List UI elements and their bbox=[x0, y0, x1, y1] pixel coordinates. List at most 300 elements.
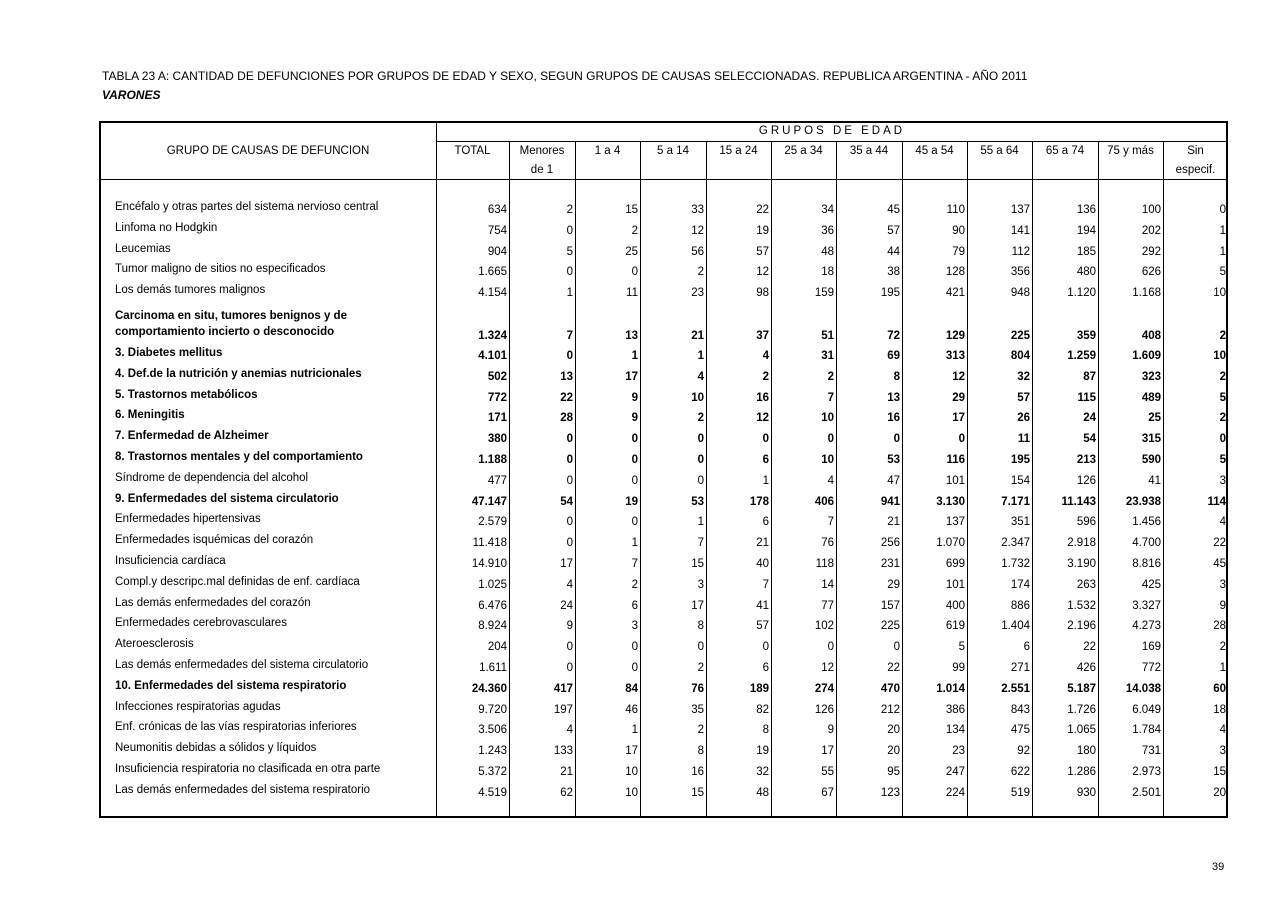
table-cell: 5 bbox=[1219, 266, 1226, 279]
table-cell: 79 bbox=[952, 245, 965, 258]
table-cell: 0 bbox=[827, 433, 834, 446]
table-cell: 67 bbox=[821, 786, 834, 799]
table-cell: 57 bbox=[1017, 391, 1030, 404]
column-header: 5 a 14 bbox=[657, 145, 689, 157]
cause-label: 4. Def.de la nutrición y anemias nutricionales bbox=[115, 367, 362, 380]
cause-label: Los demás tumores malignos bbox=[115, 284, 266, 297]
table-cell: 2 bbox=[697, 662, 704, 674]
cause-label: Carcinoma en situ, tumores benignos y de bbox=[115, 310, 347, 322]
table-cell: 2 bbox=[631, 578, 638, 591]
table-cell: 4 bbox=[566, 578, 573, 591]
table-cell: 116 bbox=[946, 454, 965, 466]
table-cell: 3 bbox=[697, 578, 704, 591]
table-cell: 6.476 bbox=[478, 599, 507, 612]
table-subtitle: VARONES bbox=[102, 88, 161, 102]
table-cell: 13 bbox=[625, 330, 638, 342]
table-cell: 35 bbox=[691, 703, 704, 716]
table-cell: 0 bbox=[762, 433, 769, 446]
table-cell: 1 bbox=[1219, 245, 1226, 258]
table-cell: 2.551 bbox=[1001, 682, 1030, 695]
table-cell: 263 bbox=[1076, 578, 1096, 591]
table-cell: 2 bbox=[1219, 330, 1226, 342]
table-cell: 1.732 bbox=[1001, 558, 1030, 570]
table-cell: 386 bbox=[945, 703, 965, 716]
age-groups-header: GRUPOS DE EDAD bbox=[758, 125, 906, 137]
table-cell: 17 bbox=[821, 745, 834, 758]
table-cell: 2.196 bbox=[1067, 620, 1096, 633]
table-cell: 195 bbox=[1010, 454, 1030, 466]
table-cell: 7 bbox=[827, 391, 834, 404]
cause-label: 9. Enfermedades del sistema circulatorio bbox=[115, 492, 339, 505]
table-cell: 51 bbox=[821, 330, 834, 342]
table-cell: 8 bbox=[697, 745, 704, 758]
table-cell: 5 bbox=[958, 641, 965, 654]
table-cell: 699 bbox=[945, 558, 965, 570]
table-cell: 0 bbox=[631, 516, 638, 529]
table-cell: 9 bbox=[566, 620, 573, 633]
table-cell: 1.025 bbox=[478, 578, 507, 591]
table-cell: 225 bbox=[880, 620, 900, 633]
table-cell: 12 bbox=[821, 662, 834, 674]
table-cell: 2 bbox=[631, 224, 638, 237]
table-cell: 0 bbox=[566, 474, 573, 487]
table-cell: 1.324 bbox=[478, 330, 507, 342]
table-cell: 6.049 bbox=[1132, 703, 1161, 716]
table-cell: 40 bbox=[756, 558, 769, 570]
cause-label: 10. Enfermedades del sistema respiratorio bbox=[115, 679, 347, 692]
table-cell: 157 bbox=[880, 599, 900, 612]
table-cell: 10 bbox=[821, 412, 834, 425]
cause-label: Neumonitis debidas a sólidos y líquidos bbox=[115, 742, 317, 755]
table-cell: 2 bbox=[566, 204, 573, 216]
table-cell: 2.347 bbox=[1001, 537, 1030, 550]
table-cell: 1.784 bbox=[1132, 724, 1161, 737]
table-cell: 619 bbox=[945, 620, 965, 633]
table-cell: 475 bbox=[1010, 724, 1030, 737]
table-cell: 45 bbox=[887, 204, 900, 216]
table-cell: 10 bbox=[625, 766, 638, 778]
table-cell: 194 bbox=[1076, 224, 1096, 237]
table-cell: 10 bbox=[625, 786, 638, 799]
cause-label: 7. Enfermedad de Alzheimer bbox=[115, 430, 269, 443]
table-cell: 21 bbox=[887, 516, 900, 529]
table-cell: 34 bbox=[821, 204, 834, 216]
table-cell: 18 bbox=[821, 266, 834, 279]
table-cell: 154 bbox=[1010, 474, 1030, 487]
table-cell: 17 bbox=[952, 412, 965, 425]
table-cell: 3 bbox=[1219, 745, 1226, 758]
table-cell: 46 bbox=[625, 703, 638, 716]
table-cell: 12 bbox=[756, 412, 769, 425]
cause-label: Enfermedades hipertensivas bbox=[115, 513, 261, 526]
table-cell: 11.143 bbox=[1061, 495, 1096, 508]
table-cell: 9 bbox=[631, 391, 638, 404]
table-cell: 101 bbox=[945, 474, 965, 487]
table-cell: 53 bbox=[691, 495, 704, 508]
table-cell: 2 bbox=[827, 370, 834, 383]
table-cell: 14.910 bbox=[471, 558, 507, 570]
table-cell: 118 bbox=[815, 558, 834, 570]
cause-label: 5. Trastornos metabólicos bbox=[115, 388, 258, 401]
table-cell: 622 bbox=[1010, 766, 1030, 778]
table-cell: 3 bbox=[1219, 578, 1226, 591]
table-cell: 3.190 bbox=[1067, 558, 1096, 570]
table-cell: 941 bbox=[880, 495, 900, 508]
table-cell: 0 bbox=[566, 454, 573, 466]
table-cell: 4 bbox=[1219, 724, 1226, 737]
table-cell: 3.327 bbox=[1132, 599, 1161, 612]
table-cell: 136 bbox=[1076, 204, 1096, 216]
table-cell: 8 bbox=[762, 724, 769, 737]
table-cell: 408 bbox=[1141, 330, 1161, 342]
table-cell: 2 bbox=[1219, 641, 1226, 654]
table-cell: 26 bbox=[1017, 412, 1030, 425]
table-cell: 6 bbox=[762, 662, 769, 674]
table-cell: 886 bbox=[1010, 599, 1030, 612]
table-cell: 406 bbox=[814, 495, 834, 508]
table-cell: 417 bbox=[553, 682, 573, 695]
table-cell: 95 bbox=[887, 766, 900, 778]
table-cell: 8 bbox=[893, 370, 900, 383]
table-cell: 20 bbox=[887, 745, 900, 758]
table-cell: 53 bbox=[887, 454, 900, 466]
table-cell: 98 bbox=[756, 287, 769, 300]
table-cell: 6 bbox=[762, 454, 769, 466]
table-cell: 100 bbox=[1141, 204, 1161, 216]
table-cell: 4.700 bbox=[1132, 537, 1161, 550]
table-cell: 137 bbox=[1010, 204, 1030, 216]
table-cell: 0 bbox=[697, 641, 704, 654]
table-cell: 76 bbox=[691, 682, 704, 695]
cause-label: Encéfalo y otras partes del sistema nervioso central bbox=[115, 201, 379, 213]
table-cell: 4.273 bbox=[1132, 620, 1161, 633]
table-cell: 25 bbox=[625, 245, 638, 258]
table-cell: 425 bbox=[1141, 578, 1161, 591]
table-cell: 0 bbox=[631, 641, 638, 654]
table-cell: 0 bbox=[631, 454, 638, 466]
table-cell: 9 bbox=[827, 724, 834, 737]
table-cell: 1 bbox=[697, 516, 704, 529]
table-cell: 185 bbox=[1076, 245, 1096, 258]
table-cell: 29 bbox=[887, 578, 900, 591]
table-cell: 22 bbox=[1083, 641, 1096, 654]
table-cell: 225 bbox=[1010, 330, 1030, 342]
table-cell: 7.171 bbox=[1001, 495, 1030, 508]
table-cell: 57 bbox=[887, 224, 900, 237]
table-cell: 634 bbox=[487, 204, 507, 216]
table-cell: 12 bbox=[952, 370, 965, 383]
table-cell: 21 bbox=[691, 330, 704, 342]
table-cell: 15 bbox=[691, 786, 704, 799]
table-cell: 930 bbox=[1076, 786, 1096, 799]
table-cell: 11 bbox=[626, 287, 638, 300]
table-cell: 7 bbox=[827, 516, 834, 529]
table-cell: 3.130 bbox=[936, 495, 965, 508]
cause-label: Infecciones respiratorias agudas bbox=[115, 700, 281, 713]
table-cell: 2.918 bbox=[1067, 537, 1096, 550]
table-cell: 99 bbox=[952, 662, 965, 674]
table-cell: 10 bbox=[691, 391, 704, 404]
table-cell: 754 bbox=[487, 224, 507, 237]
table-cell: 133 bbox=[553, 745, 573, 758]
table-cell: 134 bbox=[945, 724, 965, 737]
cause-label: 3. Diabetes mellitus bbox=[115, 347, 223, 359]
table-cell: 54 bbox=[1083, 433, 1096, 446]
table-cell: 1.243 bbox=[478, 745, 507, 758]
table-cell: 2.579 bbox=[478, 516, 507, 529]
table-cell: 17 bbox=[625, 370, 638, 383]
table-cell: 7 bbox=[697, 537, 704, 550]
table-cell: 1.065 bbox=[1067, 724, 1096, 737]
table-cell: 28 bbox=[1213, 620, 1226, 633]
table-cell: 213 bbox=[1076, 454, 1096, 466]
page-number: 39 bbox=[1212, 861, 1225, 873]
table-cell: 114 bbox=[1207, 495, 1226, 508]
table-cell: 596 bbox=[1076, 516, 1096, 529]
table-cell: 69 bbox=[887, 350, 900, 362]
table-cell: 128 bbox=[945, 266, 965, 279]
table-cell: 489 bbox=[1141, 391, 1161, 404]
table-cell: 519 bbox=[1010, 786, 1030, 799]
table-cell: 292 bbox=[1141, 245, 1161, 258]
table-cell: 0 bbox=[566, 350, 573, 362]
table-cell: 323 bbox=[1141, 370, 1161, 383]
column-header: 35 a 44 bbox=[849, 145, 889, 157]
table-cell: 0 bbox=[566, 433, 573, 446]
table-cell: 19 bbox=[756, 224, 769, 237]
table-cell: 731 bbox=[1141, 745, 1161, 758]
table-cell: 25 bbox=[1148, 412, 1161, 425]
cause-label: 8. Trastornos mentales y del comportamiento bbox=[115, 451, 363, 463]
cause-label: Enf. crónicas de las vías respiratorias inferiores bbox=[115, 721, 357, 734]
table-cell: 1.726 bbox=[1067, 703, 1096, 716]
table-cell: 4 bbox=[1219, 516, 1226, 529]
table-cell: 2 bbox=[762, 370, 769, 383]
table-cell: 9.720 bbox=[478, 703, 507, 716]
table-cell: 271 bbox=[1010, 662, 1030, 674]
table-cell: 1 bbox=[697, 350, 704, 362]
table-cell: 32 bbox=[1017, 370, 1030, 383]
table-cell: 32 bbox=[756, 766, 769, 778]
table-cell: 10 bbox=[821, 454, 834, 466]
table-cell: 0 bbox=[566, 537, 573, 550]
table-cell: 0 bbox=[631, 474, 638, 487]
table-cell: 4 bbox=[697, 370, 704, 383]
table-cell: 0 bbox=[566, 516, 573, 529]
column-header: TOTAL bbox=[454, 145, 491, 157]
table-cell: 1.611 bbox=[479, 662, 507, 674]
table-cell: 4.101 bbox=[478, 350, 507, 362]
table-cell: 274 bbox=[814, 682, 834, 695]
table-cell: 502 bbox=[487, 370, 507, 383]
table-cell: 137 bbox=[945, 516, 965, 529]
table-cell: 256 bbox=[880, 537, 900, 550]
table-cell: 0 bbox=[566, 641, 573, 654]
table-cell: 20 bbox=[887, 724, 900, 737]
table-cell: 400 bbox=[945, 599, 965, 612]
table-cell: 48 bbox=[756, 786, 769, 799]
column-header: 15 a 24 bbox=[719, 145, 758, 157]
table-cell: 2 bbox=[1219, 370, 1226, 383]
table-cell: 44 bbox=[887, 245, 900, 258]
table-cell: 626 bbox=[1141, 266, 1161, 279]
table-cell: 87 bbox=[1083, 370, 1096, 383]
header-divider-line bbox=[436, 141, 1228, 142]
table-cell: 1.259 bbox=[1067, 350, 1096, 362]
table-cell: 3 bbox=[1219, 474, 1226, 487]
column-header: 45 a 54 bbox=[915, 145, 954, 157]
table-cell: 3 bbox=[631, 620, 638, 633]
table-cell: 47 bbox=[887, 474, 900, 487]
table-cell: 247 bbox=[945, 766, 965, 778]
cause-label: Síndrome de dependencia del alcohol bbox=[115, 471, 309, 484]
table-cell: 0 bbox=[566, 662, 573, 674]
table-cell: 126 bbox=[814, 703, 834, 716]
table-cell: 22 bbox=[756, 204, 769, 216]
header-bottom-line bbox=[100, 179, 1228, 180]
table-cell: 5 bbox=[566, 245, 573, 258]
table-cell: 60 bbox=[1213, 682, 1226, 695]
table-cell: 1.120 bbox=[1067, 287, 1096, 300]
table-cell: 72 bbox=[887, 330, 900, 342]
table-cell: 12 bbox=[691, 224, 704, 237]
table-cell: 4 bbox=[827, 474, 834, 487]
table-cell: 123 bbox=[880, 786, 900, 799]
table-cell: 31 bbox=[821, 350, 834, 362]
table-cell: 8.924 bbox=[478, 620, 507, 633]
column-header: 75 y más bbox=[1107, 145, 1154, 157]
table-cell: 159 bbox=[814, 287, 834, 300]
table-cell: 426 bbox=[1076, 662, 1096, 674]
table-cell: 1.188 bbox=[478, 454, 507, 466]
column-header: Menores bbox=[519, 145, 565, 157]
table-cell: 102 bbox=[814, 620, 834, 633]
table-cell: 101 bbox=[945, 578, 965, 591]
table-cell: 15 bbox=[1213, 766, 1226, 778]
table-cell: 380 bbox=[487, 433, 507, 446]
table-cell: 359 bbox=[1076, 330, 1096, 342]
table-cell: 17 bbox=[625, 745, 638, 758]
table-cell: 0 bbox=[958, 433, 965, 446]
table-cell: 21 bbox=[560, 766, 573, 778]
table-cell: 2 bbox=[697, 724, 704, 737]
table-cell: 14.038 bbox=[1125, 682, 1161, 695]
table-cell: 24 bbox=[1083, 412, 1096, 425]
table-cell: 126 bbox=[1076, 474, 1096, 487]
table-cell: 948 bbox=[1010, 287, 1030, 300]
table-cell: 115 bbox=[1077, 391, 1096, 404]
table-cell: 110 bbox=[946, 204, 965, 216]
table-cell: 4 bbox=[762, 350, 769, 362]
table-cell: 8.816 bbox=[1132, 558, 1161, 570]
table-cell: 0 bbox=[1219, 204, 1226, 216]
table-cell: 356 bbox=[1010, 266, 1030, 279]
table-cell: 23 bbox=[691, 287, 704, 300]
table-cell: 16 bbox=[756, 391, 769, 404]
table-cell: 313 bbox=[945, 350, 965, 362]
table-cell: 1.404 bbox=[1001, 620, 1030, 633]
table-cell: 0 bbox=[631, 266, 638, 279]
table-cell: 1 bbox=[762, 474, 769, 487]
cause-label: Insuficiencia respiratoria no clasificada en otra parte bbox=[115, 763, 381, 775]
table-cell: 180 bbox=[1076, 745, 1096, 758]
table-cell: 477 bbox=[487, 474, 507, 487]
table-cell: 4 bbox=[566, 724, 573, 737]
column-header: 55 a 64 bbox=[980, 145, 1019, 157]
table-cell: 56 bbox=[691, 245, 704, 258]
table-cell: 8 bbox=[697, 620, 704, 633]
table-cell: 28 bbox=[560, 412, 573, 425]
table-cell: 4.519 bbox=[478, 786, 507, 799]
table-cell: 36 bbox=[821, 224, 834, 237]
table-cell: 45 bbox=[1213, 558, 1226, 570]
table-cell: 904 bbox=[487, 245, 507, 258]
column-header: Sin bbox=[1187, 145, 1204, 157]
table-cell: 0 bbox=[1219, 433, 1226, 446]
table-cell: 38 bbox=[887, 266, 900, 279]
table-cell: 22 bbox=[560, 391, 573, 404]
table-cell: 590 bbox=[1141, 454, 1161, 466]
table-cell: 141 bbox=[1010, 224, 1030, 237]
table-cell: 178 bbox=[749, 495, 769, 508]
table-cell: 23 bbox=[952, 745, 965, 758]
table-cell: 15 bbox=[691, 558, 704, 570]
table-cell: 48 bbox=[821, 245, 834, 258]
table-cell: 5 bbox=[1219, 454, 1226, 466]
table-cell: 772 bbox=[1141, 662, 1161, 674]
table-cell: 5.187 bbox=[1067, 682, 1096, 695]
table-cell: 2.501 bbox=[1132, 786, 1161, 799]
table-cell: 76 bbox=[821, 537, 834, 550]
table-cell: 315 bbox=[1141, 433, 1161, 446]
table-cell: 0 bbox=[566, 224, 573, 237]
table-cell: 0 bbox=[631, 433, 638, 446]
table-cell: 804 bbox=[1010, 350, 1030, 362]
table-cell: 20 bbox=[1213, 786, 1226, 799]
table-cell: 171 bbox=[487, 412, 507, 425]
cause-label: Enfermedades isquémicas del corazón bbox=[115, 534, 314, 547]
table-cell: 12 bbox=[756, 266, 769, 279]
table-cell: 1.609 bbox=[1132, 350, 1161, 362]
table-cell: 57 bbox=[756, 620, 769, 633]
table-cell: 77 bbox=[821, 599, 834, 612]
table-cell: 11 bbox=[1017, 433, 1030, 446]
table-cell: 480 bbox=[1076, 266, 1096, 279]
table-cell: 0 bbox=[697, 474, 704, 487]
table-cell: 1.665 bbox=[478, 266, 507, 279]
table-cell: 174 bbox=[1010, 578, 1030, 591]
cause-label: 6. Meningitis bbox=[115, 409, 185, 422]
table-cell: 5.372 bbox=[478, 766, 507, 778]
table-cell: 351 bbox=[1010, 516, 1030, 529]
table-cell: 90 bbox=[952, 224, 965, 237]
table-cell: 0 bbox=[762, 641, 769, 654]
table-cell: 41 bbox=[1148, 474, 1161, 487]
table-cell: 54 bbox=[560, 495, 573, 508]
column-header: 1 a 4 bbox=[594, 145, 621, 157]
cause-label-line2: comportamiento incierto o desconocido bbox=[115, 326, 335, 338]
table-cell: 212 bbox=[880, 703, 900, 716]
table-cell: 22 bbox=[887, 662, 900, 674]
table-cell: 37 bbox=[756, 330, 769, 342]
table-cell: 33 bbox=[691, 204, 704, 216]
table-cell: 0 bbox=[697, 433, 704, 446]
table-cell: 195 bbox=[880, 287, 900, 300]
table-cell: 55 bbox=[821, 766, 834, 778]
table-cell: 1 bbox=[631, 724, 638, 737]
table-cell: 16 bbox=[691, 766, 704, 778]
table-cell: 1 bbox=[1219, 224, 1226, 237]
